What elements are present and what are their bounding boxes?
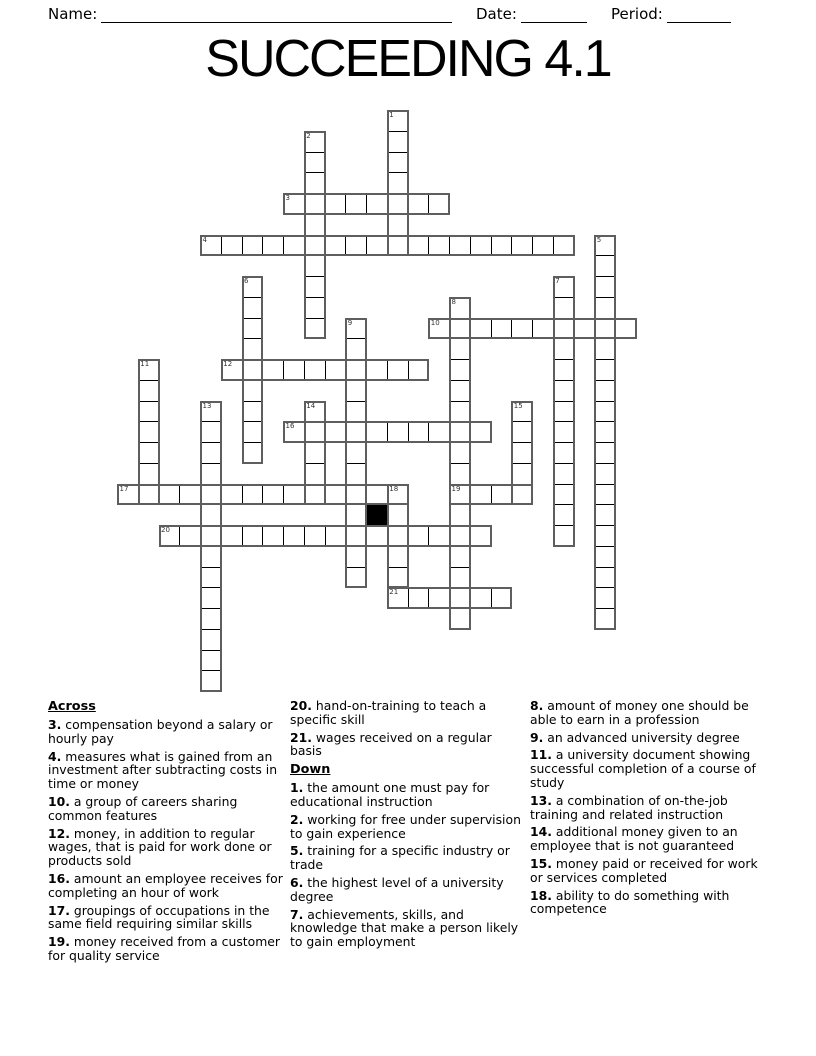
grid-cell[interactable]: [491, 484, 513, 506]
grid-cell[interactable]: [408, 525, 430, 547]
grid-cell[interactable]: [325, 235, 347, 257]
grid-cell[interactable]: [325, 484, 347, 506]
grid-cell[interactable]: [200, 525, 222, 547]
grid-cell[interactable]: [242, 276, 264, 298]
grid-cell[interactable]: [449, 567, 471, 589]
grid-cell[interactable]: [262, 235, 284, 257]
crossword-grid: [117, 110, 637, 692]
cell-number: 6: [244, 277, 249, 285]
clue-number-label: 11.: [530, 747, 552, 763]
grid-cell[interactable]: [366, 193, 388, 215]
grid-cell[interactable]: [449, 587, 471, 609]
grid-cell[interactable]: [242, 401, 264, 423]
grid-cell[interactable]: [511, 318, 533, 340]
grid-cell[interactable]: [449, 318, 471, 340]
name-blank-line[interactable]: [101, 7, 452, 23]
grid-cell[interactable]: [345, 463, 367, 485]
clue-15: 15. money paid or received for work or services completed: [530, 855, 758, 885]
grid-cell[interactable]: [408, 193, 430, 215]
grid-cell[interactable]: [325, 359, 347, 381]
grid-cell[interactable]: [387, 546, 409, 568]
grid-cell[interactable]: [304, 463, 326, 485]
clue-number-label: 1.: [290, 780, 304, 796]
clue-number-label: 21.: [290, 729, 312, 745]
clue-number-label: 17.: [48, 902, 70, 918]
clue-number-label: 14.: [530, 824, 552, 840]
cell-number: 21: [389, 588, 399, 597]
grid-cell[interactable]: [304, 442, 326, 464]
grid-cell[interactable]: [304, 193, 326, 215]
page-title: SUCCEEDING 4.1: [205, 30, 611, 88]
grid-cell[interactable]: [615, 318, 637, 340]
grid-cell[interactable]: [470, 421, 492, 443]
cell-number: 10: [430, 318, 440, 327]
grid-cell[interactable]: [138, 359, 160, 381]
grid-cell[interactable]: [387, 504, 409, 526]
grid-cell[interactable]: [387, 484, 409, 506]
grid-cell[interactable]: [325, 421, 347, 443]
grid-cell[interactable]: [594, 401, 616, 423]
grid-cell[interactable]: [242, 338, 264, 360]
clue-8: 8. amount of money one should be able to earn in a profession: [530, 698, 749, 727]
grid-cell[interactable]: [200, 484, 222, 506]
grid-cell[interactable]: [449, 359, 471, 381]
clue-number-label: 5.: [290, 843, 304, 859]
grid-cell[interactable]: [304, 172, 326, 194]
date-label: Date:: [476, 5, 517, 23]
grid-cell[interactable]: [428, 235, 450, 257]
grid-cell[interactable]: [594, 276, 616, 298]
clue-number-label: 13.: [530, 792, 552, 808]
grid-cell[interactable]: [221, 359, 243, 381]
cell-number: 16: [285, 422, 295, 431]
grid-cell[interactable]: [138, 401, 160, 423]
grid-cell[interactable]: [449, 442, 471, 464]
date-field-group: [476, 5, 587, 23]
date-blank-line[interactable]: [521, 7, 587, 23]
grid-cell[interactable]: [304, 421, 326, 443]
clue-column-2: [290, 699, 526, 967]
grid-cell[interactable]: [594, 587, 616, 609]
clue-1: 1. the amount one must pay for educational instruction: [290, 780, 490, 809]
grid-cell[interactable]: [449, 235, 471, 257]
grid-cell[interactable]: [574, 318, 596, 340]
clue-21: 21. wages received on a regular basis: [290, 729, 492, 759]
grid-cell[interactable]: [470, 525, 492, 547]
grid-cell[interactable]: [345, 504, 367, 526]
grid-cell[interactable]: [553, 442, 575, 464]
grid-cell[interactable]: [117, 484, 139, 506]
grid-cell[interactable]: [387, 193, 409, 215]
cell-number: 20: [161, 526, 170, 534]
grid-cell[interactable]: [553, 401, 575, 423]
grid-cell[interactable]: [345, 421, 367, 443]
cell-number: 19: [451, 484, 461, 493]
grid-cell[interactable]: [532, 318, 554, 340]
grid-cell[interactable]: [345, 318, 367, 340]
grid-cell[interactable]: [221, 525, 243, 547]
grid-cell[interactable]: [449, 297, 471, 319]
grid-cell[interactable]: [594, 546, 616, 568]
grid-cell[interactable]: [304, 131, 326, 153]
grid-cell[interactable]: [449, 380, 471, 402]
clue-number-label: 18.: [530, 887, 552, 903]
cell-number: 13: [202, 401, 212, 410]
grid-cell[interactable]: [449, 463, 471, 485]
grid-cell[interactable]: [242, 297, 264, 319]
grid-cell[interactable]: [553, 463, 575, 485]
grid-cell[interactable]: [387, 567, 409, 589]
grid-cell[interactable]: [408, 359, 430, 381]
grid-cell[interactable]: [325, 193, 347, 215]
clue-number-label: 10.: [48, 793, 70, 809]
grid-cell[interactable]: [262, 484, 284, 506]
grid-cell[interactable]: [594, 421, 616, 443]
grid-cell[interactable]: [594, 338, 616, 360]
grid-cell[interactable]: [138, 380, 160, 402]
grid-cell[interactable]: [138, 484, 160, 506]
clue-column-1: [48, 699, 286, 967]
grid-cell[interactable]: [594, 235, 616, 257]
black-cell: [366, 504, 388, 526]
cell-number: 8: [451, 297, 456, 306]
grid-cell[interactable]: [262, 359, 284, 381]
period-label: Period:: [611, 5, 663, 23]
grid-cell[interactable]: [366, 421, 388, 443]
grid-cell[interactable]: [345, 401, 367, 423]
clue-number-label: 7.: [290, 906, 304, 922]
clue-number-label: 6.: [290, 874, 304, 890]
grid-cell[interactable]: [366, 484, 388, 506]
grid-cell[interactable]: [387, 152, 409, 174]
grid-cell[interactable]: [428, 525, 450, 547]
clue-number-label: 2.: [290, 811, 304, 827]
grid-cell[interactable]: [179, 484, 201, 506]
clue-9: 9. an advanced university degree: [530, 729, 740, 745]
clue-column-3: [530, 699, 774, 967]
grid-cell[interactable]: [242, 318, 264, 340]
grid-cell[interactable]: [200, 463, 222, 485]
cell-number: 18: [389, 484, 399, 493]
grid-cell[interactable]: [553, 359, 575, 381]
grid-cell[interactable]: [511, 463, 533, 485]
grid-cell[interactable]: [325, 525, 347, 547]
grid-cell[interactable]: [262, 525, 284, 547]
grid-cell[interactable]: [283, 421, 305, 443]
clue-6: 6. the highest level of a university degree: [290, 874, 504, 904]
grid-cell[interactable]: [594, 463, 616, 485]
grid-cell[interactable]: [491, 318, 513, 340]
clue-12: 12. money, in addition to regular wages, that is paid for work done or products sold: [48, 825, 272, 869]
grid-cell[interactable]: [304, 276, 326, 298]
clue-number-label: 15.: [530, 855, 552, 871]
grid-cell[interactable]: [366, 359, 388, 381]
clue-number-label: 12.: [48, 825, 70, 841]
grid-cell[interactable]: [594, 504, 616, 526]
name-label: Name:: [48, 5, 98, 23]
grid-cell[interactable]: [304, 255, 326, 277]
grid-cell[interactable]: [200, 608, 222, 630]
grid-cell[interactable]: [553, 421, 575, 443]
grid-cell[interactable]: [428, 421, 450, 443]
grid-cell[interactable]: [470, 235, 492, 257]
clue-4: 4. measures what is gained from an investment after subtracting costs in time or money: [48, 748, 278, 792]
grid-cell[interactable]: [553, 318, 575, 340]
grid-cell[interactable]: [200, 401, 222, 423]
grid-cell[interactable]: [594, 380, 616, 402]
grid-cell[interactable]: [200, 421, 222, 443]
grid-cell[interactable]: [242, 380, 264, 402]
grid-cell[interactable]: [511, 484, 533, 506]
grid-cell[interactable]: [387, 587, 409, 609]
grid-cell[interactable]: [345, 193, 367, 215]
grid-cell[interactable]: [449, 338, 471, 360]
grid-cell[interactable]: [345, 567, 367, 589]
grid-cell[interactable]: [553, 525, 575, 547]
clue-20: 20. hand-on-training to teach a specific skill: [290, 698, 487, 727]
grid-cell[interactable]: [242, 484, 264, 506]
grid-cell[interactable]: [242, 235, 264, 257]
cell-number: 12: [223, 360, 233, 368]
grid-cell[interactable]: [553, 235, 575, 257]
clue-11: 11. a university document showing successful completion of a course of study: [530, 747, 756, 790]
grid-cell[interactable]: [428, 193, 450, 215]
grid-cell[interactable]: [428, 587, 450, 609]
grid-cell[interactable]: [200, 587, 222, 609]
clue-number-label: 19.: [48, 934, 70, 950]
clue-16: 16. amount an employee receives for completing an hour of work: [48, 870, 283, 900]
clue-number-label: 16.: [48, 870, 70, 886]
clue-number-label: 4.: [48, 748, 62, 764]
cell-number: 17: [119, 484, 129, 493]
grid-cell[interactable]: [553, 380, 575, 402]
grid-cell[interactable]: [345, 442, 367, 464]
grid-cell[interactable]: [159, 484, 181, 506]
grid-cell[interactable]: [304, 484, 326, 506]
clue-number-label: 3.: [48, 717, 62, 732]
period-blank-line[interactable]: [667, 7, 731, 23]
grid-cell[interactable]: [200, 546, 222, 568]
grid-cell[interactable]: [159, 525, 181, 547]
grid-cell[interactable]: [387, 421, 409, 443]
grid-cell[interactable]: [449, 421, 471, 443]
grid-cell[interactable]: [594, 359, 616, 381]
clues-section: [48, 699, 774, 967]
grid-cell[interactable]: [408, 235, 430, 257]
grid-cell[interactable]: [449, 484, 471, 506]
grid-cell[interactable]: [345, 338, 367, 360]
grid-cell[interactable]: [387, 235, 409, 257]
clue-10: 10. a group of careers sharing common features: [48, 793, 238, 823]
grid-cell[interactable]: [491, 235, 513, 257]
grid-cell[interactable]: [553, 276, 575, 298]
clue-2: 2. working for free under supervision to gain experience: [290, 811, 521, 841]
grid-cell[interactable]: [283, 193, 305, 215]
clue-number-label: 8.: [530, 698, 544, 713]
grid-cell[interactable]: [594, 255, 616, 277]
cell-number: 15: [513, 401, 523, 410]
cell-number: 1: [389, 111, 394, 119]
grid-cell[interactable]: [594, 297, 616, 319]
grid-cell[interactable]: [345, 359, 367, 381]
clue-13: 13. a combination of on-the-job training and related instruction: [530, 792, 728, 822]
cell-number: 3: [285, 194, 290, 202]
grid-cell[interactable]: [553, 297, 575, 319]
grid-cell[interactable]: [200, 504, 222, 526]
grid-cell[interactable]: [428, 318, 450, 340]
grid-cell[interactable]: [283, 525, 305, 547]
grid-cell[interactable]: [304, 214, 326, 236]
grid-cell[interactable]: [242, 525, 264, 547]
grid-cell[interactable]: [594, 484, 616, 506]
grid-cell[interactable]: [470, 587, 492, 609]
grid-cell[interactable]: [491, 587, 513, 609]
grid-cell[interactable]: [304, 525, 326, 547]
name-field-group: [48, 5, 452, 23]
grid-cell[interactable]: [532, 235, 554, 257]
grid-cell[interactable]: [449, 504, 471, 526]
grid-cell[interactable]: [594, 318, 616, 340]
grid-cell[interactable]: [470, 318, 492, 340]
grid-cell[interactable]: [594, 525, 616, 547]
cell-number: 9: [347, 318, 353, 327]
clue-19: 19. money received from a customer for quality service: [48, 934, 281, 963]
clue-18: 18. ability to do something with competence: [530, 887, 730, 917]
grid-cell[interactable]: [200, 235, 222, 257]
grid-cell[interactable]: [387, 172, 409, 194]
cell-number: 11: [140, 360, 150, 368]
clue-14: 14. additional money given to an employee that is not guaranteed: [530, 824, 738, 854]
grid-cell[interactable]: [304, 235, 326, 257]
clue-7: 7. achievements, skills, and knowledge that make a person likely to gain employment: [290, 906, 519, 950]
clues-heading-down: Down: [290, 762, 331, 778]
grid-cell[interactable]: [594, 567, 616, 589]
clue-3: 3. compensation beyond a salary or hourly pay: [48, 717, 273, 746]
grid-cell[interactable]: [345, 235, 367, 257]
grid-cell[interactable]: [283, 235, 305, 257]
grid-cell[interactable]: [553, 504, 575, 526]
grid-cell[interactable]: [200, 442, 222, 464]
grid-cell[interactable]: [387, 110, 409, 132]
grid-cell[interactable]: [511, 401, 533, 423]
grid-cell[interactable]: [511, 421, 533, 443]
clues-heading-across: Across: [48, 699, 96, 714]
grid-cell[interactable]: [200, 567, 222, 589]
grid-cell[interactable]: [387, 131, 409, 153]
grid-cell[interactable]: [138, 421, 160, 443]
grid-cell[interactable]: [345, 484, 367, 506]
grid-cell[interactable]: [304, 318, 326, 340]
grid-cell[interactable]: [387, 359, 409, 381]
grid-cell[interactable]: [138, 463, 160, 485]
grid-cell[interactable]: [304, 152, 326, 174]
grid-cell[interactable]: [242, 421, 264, 443]
cell-number: 4: [202, 235, 207, 244]
grid-cell[interactable]: [242, 359, 264, 381]
grid-cell[interactable]: [594, 608, 616, 630]
grid-cell[interactable]: [449, 401, 471, 423]
grid-cell[interactable]: [283, 484, 305, 506]
grid-cell[interactable]: [449, 525, 471, 547]
grid-cell[interactable]: [387, 525, 409, 547]
grid-cell[interactable]: [345, 525, 367, 547]
grid-cell[interactable]: [553, 484, 575, 506]
grid-cell[interactable]: [345, 546, 367, 568]
grid-cell[interactable]: [221, 484, 243, 506]
grid-cell[interactable]: [304, 297, 326, 319]
clue-5: 5. training for a specific industry or trade: [290, 843, 510, 873]
grid-cell[interactable]: [200, 650, 222, 672]
grid-cell[interactable]: [366, 525, 388, 547]
grid-cell[interactable]: [345, 380, 367, 402]
grid-cell[interactable]: [179, 525, 201, 547]
grid-cell[interactable]: [449, 546, 471, 568]
grid-cell[interactable]: [408, 587, 430, 609]
grid-cell[interactable]: [366, 235, 388, 257]
grid-cell[interactable]: [408, 421, 430, 443]
grid-cell[interactable]: [511, 235, 533, 257]
grid-cell[interactable]: [470, 484, 492, 506]
grid-cell[interactable]: [200, 629, 222, 651]
grid-cell[interactable]: [200, 670, 222, 692]
grid-cell[interactable]: [221, 235, 243, 257]
clue-number-label: 9.: [530, 729, 544, 745]
grid-cell[interactable]: [553, 338, 575, 360]
grid-cell[interactable]: [511, 442, 533, 464]
grid-cell[interactable]: [138, 442, 160, 464]
period-field-group: [611, 5, 731, 23]
cell-number: 2: [306, 131, 311, 140]
clue-number-label: 20.: [290, 698, 312, 713]
grid-cell[interactable]: [449, 608, 471, 630]
grid-cell[interactable]: [242, 442, 264, 464]
cell-number: 7: [555, 277, 560, 285]
cell-number: 14: [306, 401, 316, 410]
grid-cell[interactable]: [594, 442, 616, 464]
grid-cell[interactable]: [304, 401, 326, 423]
grid-cell[interactable]: [283, 359, 305, 381]
cell-number: 5: [596, 235, 602, 244]
grid-cell[interactable]: [304, 359, 326, 381]
grid-cell[interactable]: [387, 214, 409, 236]
clue-17: 17. groupings of occupations in the same field requiring similar skills: [48, 902, 270, 932]
